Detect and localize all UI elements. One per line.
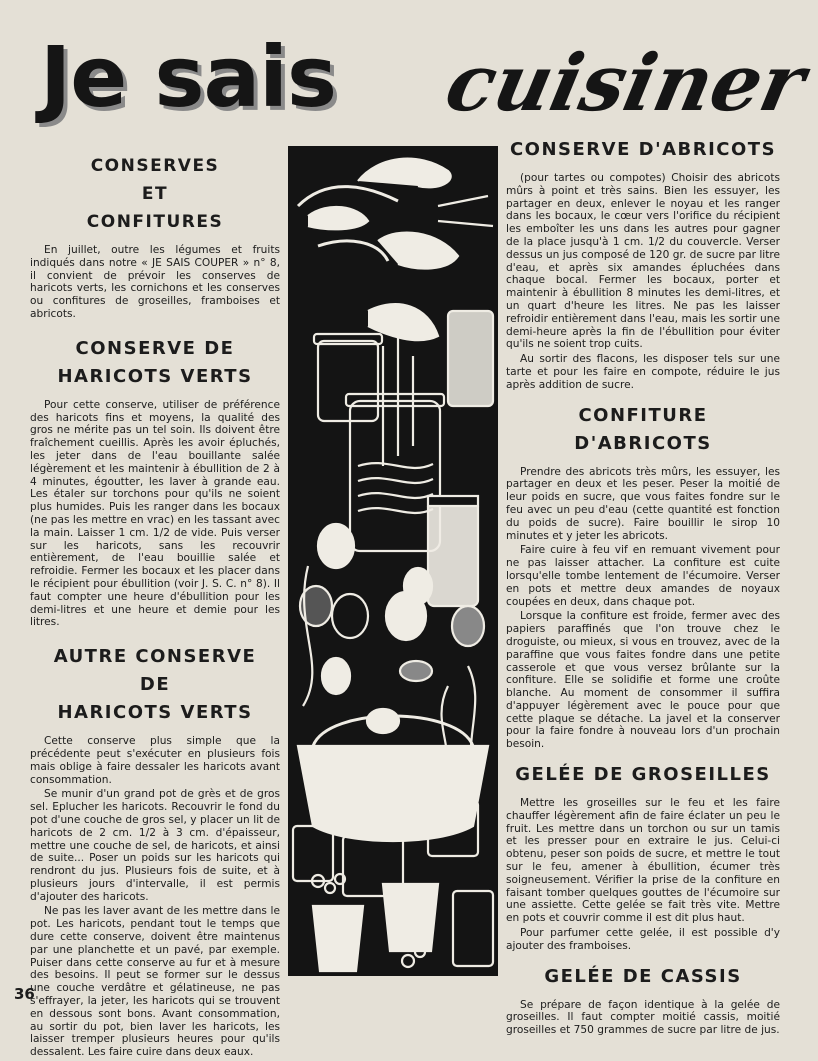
- title-script: cuisiner: [438, 38, 813, 129]
- paragraph: Mettre les groseilles sur le feu et les faire chauffer légèrement afin de faire éclater un peu le fruit. Les mettre dans un torchon ou sur un tamis et les presser pour en extraire le jus. Celui-ci obtenu, peser son poids de sucre, et mettre le tout sur le feu, amener à ébullition, écumer très soigneusement. Vérifier la prise de la confiture en faisant tomber quelques gouttes de l'écumoire sur une assiette. Cette gelée se fait très vite. Mettre en pots et couvrir comme il est dit plus haut.: [506, 797, 780, 925]
- left-column: [30, 152, 280, 1061]
- page-header: [40, 18, 813, 148]
- paragraph: En juillet, outre les légumes et fruits indiqués dans notre « JE SAIS COUPER » n° 8, il convient de prévoir les conserves de haricots verts, les cornichons et les conserves ou confitures de groseilles, framboises et abricots.: [30, 244, 280, 320]
- paragraph: Pour parfumer cette gelée, il est possible d'y ajouter des framboises.: [506, 927, 780, 952]
- section-title-conserves-et-confitures: CONSERVES ET CONFITURES: [86, 156, 224, 232]
- paragraph: Pour cette conserve, utiliser de préférence des haricots fins et moyens, la qualité des gros ne mérite pas un tel soin. Ils doivent être fraîchement cueillis. Après les avoir épluchés, les jeter dans de l'eau bouillante salée légèrement et les maintenir à ébullition de 2 à 4 minutes, égoutter, les laver à grande eau. Les étaler sur torchons pour qu'ils ne soient plus humides. Puis les ranger dans les bocaux (ne pas les mettre en vrac) en les tassant avec la main. Laisser 1 cm. 1/2 de vide. Puis verser sur les haricots, sans les recouvrir entièrement, de l'eau bouillie salée et refroidie. Fermer les bocaux et les placer dans le récipient pour ébullition (voir J. S. C. n° 8). Il faut compter une heure d'ébullition pour les demi-litres et une heure et demie pour les litres.: [30, 398, 280, 629]
- page-number: 36: [14, 985, 35, 1003]
- section-title-gelee-groseilles: GELÉE DE GROSEILLES: [515, 764, 771, 786]
- section-title-gelee-cassis: GELÉE DE CASSIS: [544, 965, 742, 987]
- paragraph: Ne pas les laver avant de les mettre dans le pot. Les haricots, pendant tout le temps que dure cette conserve, doivent être maintenus par une planchette et un pavé, par exemple. Puiser dans cette conserve au fur et à mesure des besoins. Il peut se former sur le dessus une couche verdâtre et gélatineuse, ne pas s'effrayer, la jeter, les haricots qui se trouvent en dessous sont bons. Avant consommation, au sortir du pot, bien laver les haricots, les laisser tremper plusieurs heures pour qu'ils dessalent. Les faire cuire dans deux eaux.: [30, 905, 280, 1059]
- section-title-confiture-abricots: CONFITURE D'ABRICOTS: [574, 404, 712, 454]
- paragraph: Se prépare de façon identique à la gelée de groseilles. Il faut compter moitié cassis, moitié groseilles et 750 grammes de sucre par litre de jus.: [506, 998, 780, 1037]
- paragraph: (pour tartes ou compotes) Choisir des abricots mûrs à point et très sains. Bien les essuyer, les partager en deux, enlever le noyau et les ranger dans les bocaux, le cœur vers l'orifice du récipient les emboîter les uns dans les autres pour gagner de la place jusqu'à 1 cm. 1/2 du couvercle. Verser dessus un jus composé de 120 gr. de sucre par litre d'eau, et après six amandes épluchées dans chaque bocal. Fermer les bocaux, porter et maintenir à ébullition 8 minutes les demi-litres, et un quart d'heure les litres. Ne pas les laisser refroidir entièrement dans l'eau, mais les sortir une demi-heure après la fin de l'ébullition pour éviter qu'ils ne soient trop cuits.: [506, 172, 780, 351]
- paragraph: Lorsque la confiture est froide, fermer avec des papiers paraffinés que l'on trouve chez le droguiste, ou mieux, si vous en trouvez, avec de la paraffine que vous faites fondre dans une petite casserole et que vous versez brûlante sur la confiture. Elle se solidifie et forme une croûte blanche. Au moment de consommer il suffira d'appuyer légèrement avec le pouce pour que cette plaque se détache. La javel et la conserver pour la faire fondre à nouveau lors d'un prochain besoin.: [506, 610, 780, 751]
- paragraph: Prendre des abricots très mûrs, les essuyer, les partager en deux et les peser. Peser la moitié de leur poids en sucre, que vous faites fondre sur le feu avec un peu d'eau (cette quantité est fonction du poids de sucre). Faire bouillir le sirop 10 minutes et y jeter les abricots.: [506, 465, 780, 542]
- paragraph: Faire cuire à feu vif en remuant vivement pour ne pas laisser attacher. La confiture est cuite lorsqu'elle tombe lentement de l'écumoire. Verser en pots et mettre deux amandes de noyaux coupées en deux, dans chaque pot.: [506, 544, 780, 608]
- section-title-conserve-haricots: CONSERVE DE HARICOTS VERTS: [57, 337, 253, 387]
- section-title-conserve-abricots: CONSERVE D'ABRICOTS: [509, 139, 777, 160]
- canning-illustration-icon: [288, 146, 498, 976]
- paragraph: Se munir d'un grand pot de grès et de gros sel. Eplucher les haricots. Recouvrir le fond du pot d'une couche de gros sel, y placer un lit de haricots de 2 cm. 1/2 à 3 cm. d'épaisseur, mettre une couche de sel, de haricots, et ainsi de suite... Poser un poids sur les haricots qui rendront du jus. Plusieurs fois de suite, et à plusieurs jours d'intervalle, il est permis d'ajouter des haricots.: [30, 788, 280, 903]
- paragraph: Cette conserve plus simple que la précédente peut s'exécuter en plusieurs fois mais oblige à faire dessaler les haricots avant consommation.: [30, 735, 280, 786]
- title-main: Je sais: [40, 28, 336, 126]
- illustration-svg: [288, 146, 498, 976]
- section-title-autre-conserve: AUTRE CONSERVE DE HARICOTS VERTS: [53, 646, 257, 724]
- right-column: [506, 136, 780, 1039]
- paragraph: Au sortir des flacons, les disposer tels sur une tarte et pour les faire en compote, réduire le jus après addition de sucre.: [506, 353, 780, 391]
